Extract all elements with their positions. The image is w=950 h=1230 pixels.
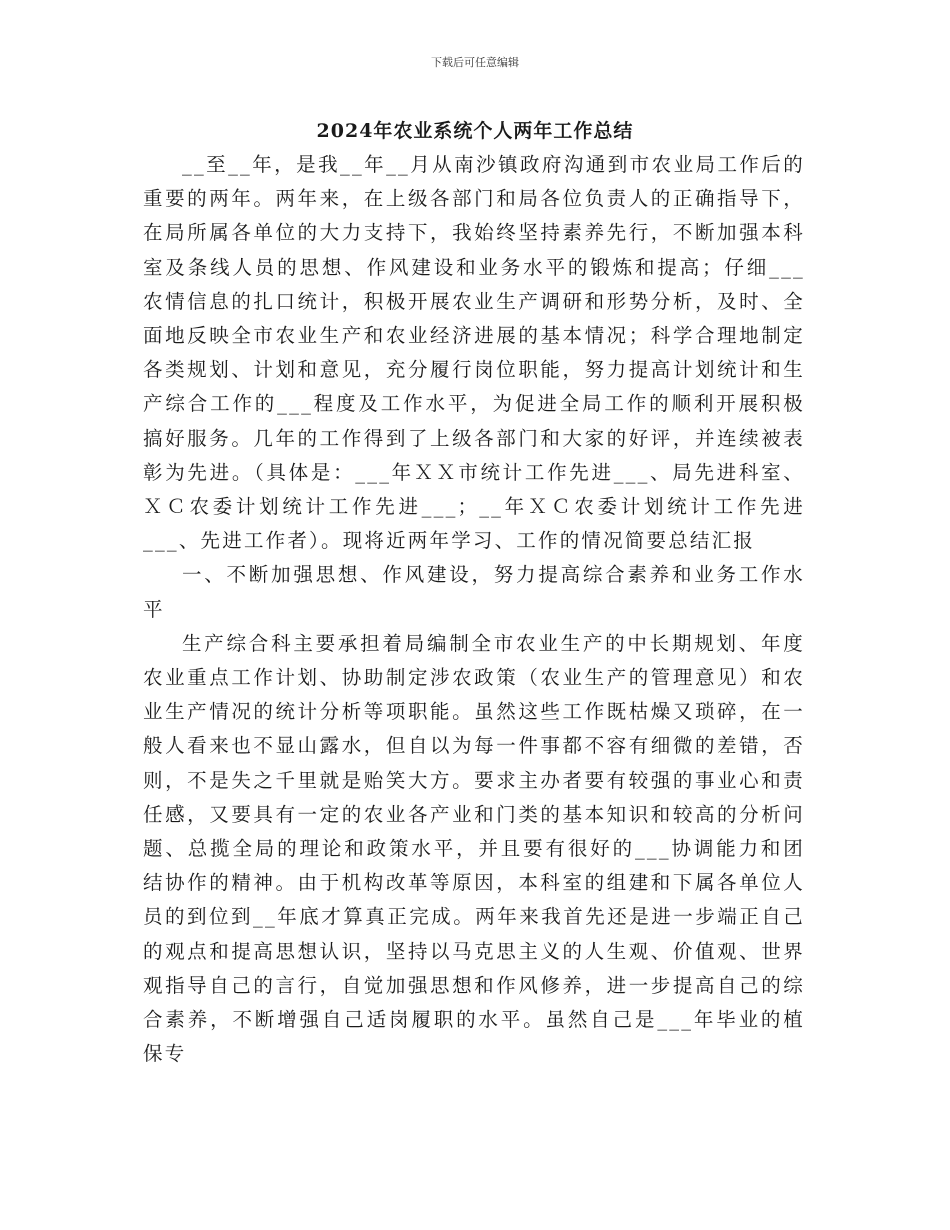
paragraph-intro: __至__年，是我__年__月从南沙镇政府沟通到市农业局工作后的重要的两年。两年来，在上级各部门和局各位负责人的正确指导下，在局所属各单位的大力支持下，我始终坚持素养先行，不断加强本科室及条线人员的思想、作风建设和业务水平的锻炼和提高；仔细___农情信息的扎口统计，积极开展农业生产调研和形势分析，及时、全面地反映全市农业生产和农业经济进展的基本情况；科学合理地制定各类规划、计划和意见，充分履行岗位职能，努力提高计划统计和生产综合工作的___程度及工作水平，为促进全局工作的顺利开展积极搞好服务。几年的工作得到了上级各部门和大家的好评，并连续被表彰为先进。（具体是：___年ＸＸ市统计工作先进___、局先进科室、ＸＣ农委计划统计工作先进___；__年ＸＣ农委计划统计工作先进___、先进工作者）。现将近两年学习、工作的情况简要总结汇报: [143, 153, 805, 553]
section-heading-1: 一、不断加强思想、作风建设，努力提高综合素养和业务工作水平: [143, 563, 805, 621]
document-body: [143, 148, 805, 1071]
page-header: 下载后可任意编辑: [431, 56, 519, 69]
paragraph-section-1: 生产综合科主要承担着局编制全市农业生产的中长期规划、年度农业重点工作计划、协助制定涉农政策（农业生产的管理意见）和农业生产情况的统计分析等项职能。虽然这些工作既枯燥又琐碎，在一般人看来也不显山露水，但自以为每一件事都不容有细微的差错，否则，不是失之千里就是贻笑大方。要求主办者要有较强的事业心和责任感，又要具有一定的农业各产业和门类的基本知识和较高的分析问题、总揽全局的理论和政策水平，并且要有很好的___协调能力和团结协作的精神。由于机构改革等原因，本科室的组建和下属各单位人员的到位到__年底才算真正完成。两年来我首先还是进一步端正自己的观点和提高思想认识，坚持以马克思主义的人生观、价值观、世界观指导自己的言行，自觉加强思想和作风修养，进一步提高自己的综合素养，不断增强自己适岗履职的水平。虽然自己是___年毕业的植保专: [143, 631, 805, 1066]
document-title: 2024年农业系统个人两年工作总结: [316, 120, 634, 142]
